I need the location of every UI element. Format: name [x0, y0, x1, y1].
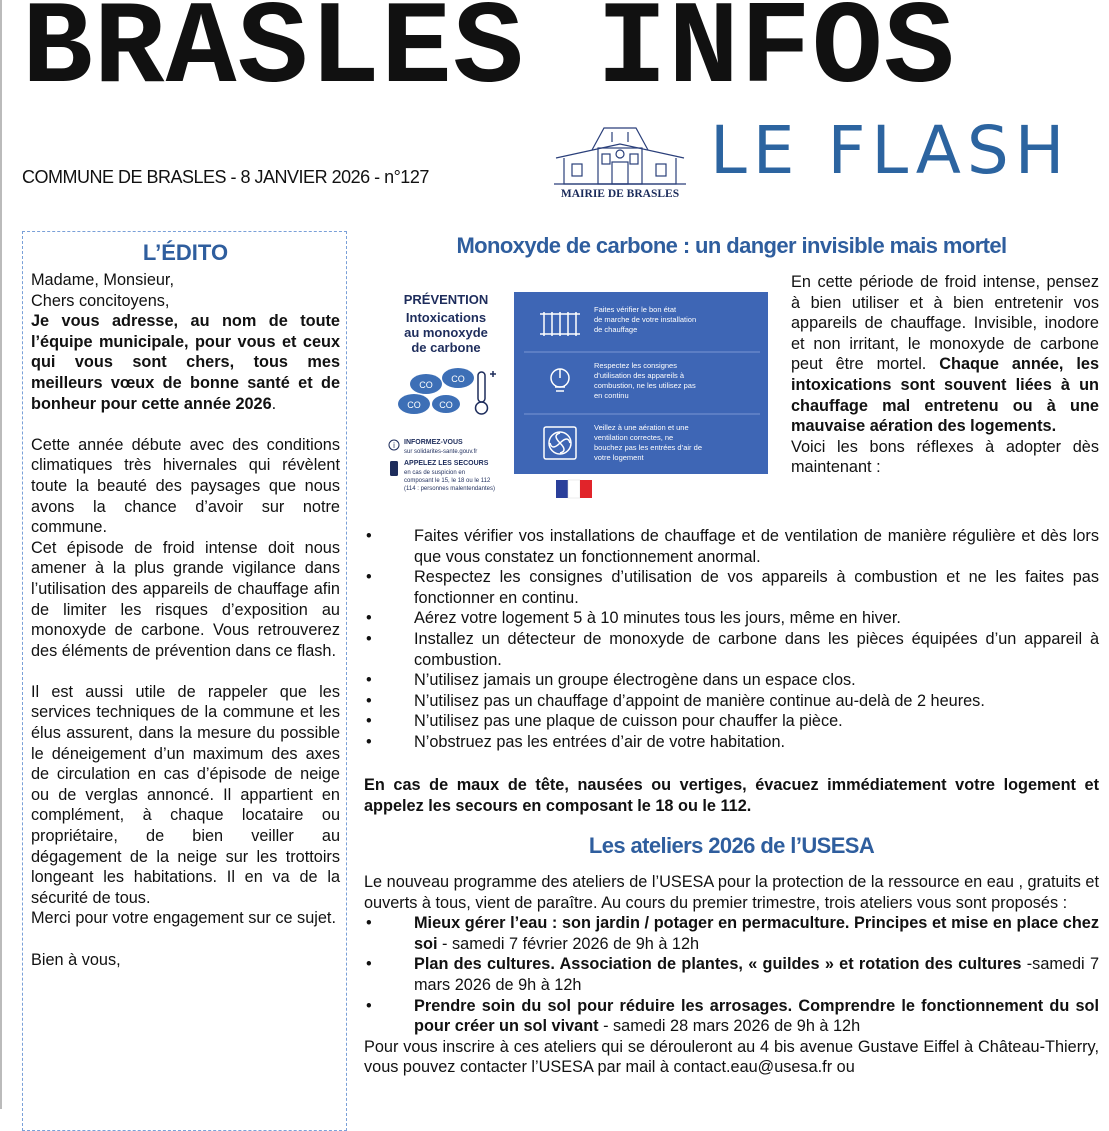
tip-text: Respectez les consignes	[594, 361, 677, 370]
usesa-title: Les ateliers 2026 de l’USESA	[588, 833, 875, 858]
workshop-title: Prendre soin du sol pour réduire les arrosages. Comprendre le fonctionnement du sol pour créer un sol vivant	[414, 996, 1099, 1036]
workshop-date: -samedi 7 mars 2026 de 9h à 12h	[414, 955, 1099, 994]
co-prevention-infographic	[384, 284, 774, 502]
co-warning: En cas de maux de tête, nausées ou vertiges, évacuez immédiatement votre logement et appelez les secours en composant le 18 ou le 112.	[364, 776, 1099, 815]
list-item	[364, 954, 1099, 995]
list-item: • Faites vérifier vos installations de chauffage et de ventilation de manière régulière et dès lors que vous constatez un fonctionnement anormal.	[364, 526, 1099, 567]
svg-text:i: i	[393, 441, 395, 450]
tip-text: bouchez pas les entrées d’air de	[594, 443, 702, 452]
usesa-article	[364, 872, 1099, 1078]
usesa-intro: Le nouveau programme des ateliers de l’USESA pour la protection de la ressource en eau , gratuits et ouverts à tous, vient de paraître. Au cours du premier trimestre, trois ateliers vous sont proposés :	[364, 873, 1099, 912]
info-site: sur solidarites-sante.gouv.fr	[404, 449, 478, 455]
list-item: • N’utilisez pas une plaque de cuisson pour chauffer la pièce.	[364, 711, 1099, 732]
list-item: • N’utilisez pas un chauffage d’appoint de manière continue au-delà de 2 heures.	[364, 691, 1099, 712]
edito-wishes	[31, 311, 340, 414]
list-item: • N’obstruez pas les entrées d’air de votre habitation.	[364, 732, 1099, 753]
edito-title: L’ÉDITO	[142, 240, 229, 265]
tip-text: en continu	[594, 391, 629, 400]
phone-icon	[390, 461, 398, 476]
tip-text: Faites vérifier le bon état	[594, 305, 677, 314]
republique-francaise-flag-icon	[556, 480, 592, 498]
mairie-label: MAIRIE DE BRASLES	[560, 188, 680, 200]
issue-line: COMMUNE DE BRASLES - 8 JANVIER 2026 - n°127	[22, 167, 429, 187]
workshop-title: Mieux gérer l’eau : son jardin / potager en permaculture. Principes et mise en place chez soi	[414, 914, 1099, 953]
list-item	[364, 913, 1099, 954]
usesa-workshops-list	[364, 913, 1099, 1037]
svg-text:CO: CO	[419, 380, 433, 390]
tip-text: de chauffage	[594, 325, 638, 334]
call-title: APPELEZ LES SECOURS	[404, 460, 489, 467]
workshop-date: - samedi 7 février 2026 de 9h à 12h	[437, 934, 700, 953]
edito-wishes-end: .	[271, 394, 277, 413]
town-hall-icon	[552, 118, 688, 188]
right-column	[364, 230, 1099, 1077]
page-edge	[0, 0, 2, 1109]
edito-paragraph: Cette année débute avec des conditions climatiques très hivernales qui révèlent toute la beauté des paysages que nous avons la chance d’avoir sur notre commune.	[31, 435, 340, 537]
workshop-title: Plan des cultures. Association de plantes, « guildes » et rotation des cultures	[414, 955, 1022, 974]
call-text: composant le 15, le 18 ou le 112	[404, 478, 491, 484]
edito-paragraph: Merci pour votre engagement sur ce sujet.	[31, 909, 336, 928]
infographic-subtitle: Intoxications	[405, 310, 487, 325]
call-text: (114 : personnes malentendantes)	[404, 486, 495, 492]
infographic-subtitle: de carbone	[411, 340, 481, 355]
edito-greeting: Madame, Monsieur,	[31, 271, 174, 289]
edito-greeting: Chers concitoyens,	[31, 291, 170, 310]
co-article-title: Monoxyde de carbone : un danger invisible mais mortel	[456, 233, 1007, 258]
svg-text:CO: CO	[407, 400, 421, 410]
edito-closing: Bien à vous,	[31, 950, 121, 969]
co-intro-text: Voici les bons réflexes à adopter dès maintenant :	[791, 437, 1099, 477]
call-text: en cas de suspicion en	[404, 470, 466, 476]
edito-paragraph: Cet épisode de froid intense doit nous amener à la plus grande vigilance dans l’utilisation des appareils de chauffage afin de limiter les risques d’exposition au monoxyde de carbone. Vous retrouverez des éléments de prévention dans ce flash.	[31, 538, 340, 660]
masthead-subtitle: LE FLASH	[710, 112, 1071, 189]
co-intro-emphasis: Chaque année, les intoxications sont souvent liées à un chauffage mal entretenu ou à une mauvaise aération des logements.	[791, 355, 1099, 436]
list-item	[364, 996, 1099, 1037]
list-item: • Respectez les consignes d’utilisation de vos appareils à combustion et ne les faites pas fonctionner en continu.	[364, 567, 1099, 608]
co-reflexes-list	[364, 526, 1099, 753]
tip-text: de marche de votre installation	[594, 315, 697, 324]
edito-paragraph: Il est aussi utile de rappeler que les services techniques de la commune et les élus assurent, dans la mesure du possible le déneigement d’un maximum des axes de circulation en cas d’épisode de neige ou de verglas annoncé. Il appartient en complément, à chaque locataire ou propriétaire, de bien veiller au dégagement de la neige sur les trottoirs longeant les habitations. Il en va de la sécurité de tous.	[31, 682, 340, 907]
tip-text: combustion, ne les utilisez pas	[594, 381, 696, 390]
infographic-heading: PRÉVENTION	[403, 292, 489, 307]
mairie-logo	[552, 118, 688, 202]
list-item: • Installez un détecteur de monoxyde de carbone dans les pièces équipées d’un appareil à combustion.	[364, 629, 1099, 670]
tip-text: votre logement	[594, 453, 644, 462]
tip-text: ventilation correctes, ne	[594, 433, 674, 442]
masthead-title: BRASLES INFOS	[22, 0, 956, 117]
list-item: • N’utilisez jamais un groupe électrogène dans un espace clos.	[364, 670, 1099, 691]
list-item: • Aérez votre logement 5 à 10 minutes tous les jours, même en hiver.	[364, 608, 1099, 629]
edito-box	[22, 231, 347, 1131]
info-title: INFORMEZ-VOUS	[404, 439, 463, 446]
co-intro	[791, 272, 1099, 478]
tip-text: d’utilisation des appareils à	[594, 371, 685, 380]
svg-text:CO: CO	[439, 400, 453, 410]
co-intro-text: En cette période de froid intense, pensez à bien utiliser et à bien entretenir vos appareils de chauffage. Invisible, inodore et non irritant, le monoxyde de carbone peut être mortel.	[791, 273, 1099, 374]
usesa-outro: Pour vous inscrire à ces ateliers qui se dérouleront au 4 bis avenue Gustave Eiffel à Château-Thierry, vous pouvez contacter l’USESA par mail à contact.eau@usesa.fr ou	[364, 1037, 1099, 1077]
svg-text:CO: CO	[451, 374, 465, 384]
tip-text: Veillez à une aération et une	[594, 423, 689, 432]
workshop-date: - samedi 28 mars 2026 de 9h à 12h	[598, 1017, 861, 1036]
infographic-subtitle: au monoxyde	[404, 325, 488, 340]
edito-wishes-text: Je vous adresse, au nom de toute l’équipe municipale, pour vous et ceux qui vous sont chers, tous mes meilleurs vœux de bonne santé et de bonheur pour cette année 2026	[31, 312, 340, 413]
